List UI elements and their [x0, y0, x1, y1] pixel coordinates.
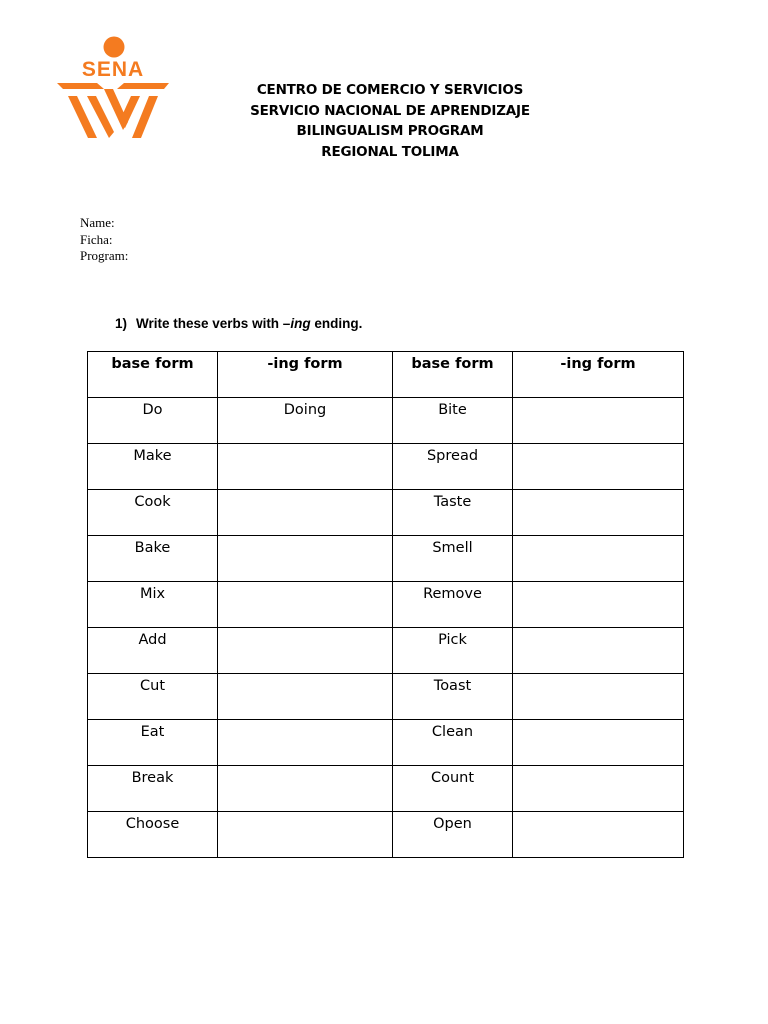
exercise-number: 1) [115, 316, 128, 331]
table-row [88, 444, 684, 490]
ing-form-answer-cell[interactable] [513, 490, 684, 536]
table-row [88, 536, 684, 582]
ing-form-answer-cell[interactable] [218, 582, 393, 628]
sena-logo [57, 36, 170, 140]
ing-form-answer-cell[interactable] [513, 766, 684, 812]
instruction-text-after: ending. [310, 316, 363, 331]
ing-form-answer-cell[interactable] [513, 812, 684, 858]
ing-form-answer-cell[interactable] [218, 628, 393, 674]
base-form-cell: Open [393, 812, 513, 858]
base-form-cell: Remove [393, 582, 513, 628]
base-form-cell: Break [88, 766, 218, 812]
document-header [190, 80, 590, 162]
base-form-cell: Count [393, 766, 513, 812]
base-form-cell: Bake [88, 536, 218, 582]
name-label: Name: [80, 215, 115, 230]
ing-form-answer-cell[interactable] [513, 674, 684, 720]
table-row [88, 812, 684, 858]
column-header-base-form-2: base form [393, 352, 513, 398]
table-row [88, 490, 684, 536]
header-line-service: SERVICIO NACIONAL DE APRENDIZAJE [250, 102, 530, 119]
column-header-ing-form-2: -ing form [513, 352, 684, 398]
base-form-cell: Clean [393, 720, 513, 766]
ing-form-answer-cell[interactable] [218, 720, 393, 766]
instruction-text-italic: ing [290, 316, 311, 331]
base-form-cell: Cook [88, 490, 218, 536]
base-form-cell: Toast [393, 674, 513, 720]
table-row [88, 628, 684, 674]
ing-form-answer-cell[interactable] [513, 536, 684, 582]
base-form-cell: Spread [393, 444, 513, 490]
ing-form-answer-cell[interactable] [513, 444, 684, 490]
base-form-cell: Cut [88, 674, 218, 720]
base-form-cell: Eat [88, 720, 218, 766]
ing-form-answer-cell[interactable] [218, 674, 393, 720]
verbs-table [87, 351, 684, 858]
base-form-cell: Do [88, 398, 218, 444]
header-line-region: REGIONAL TOLIMA [321, 143, 459, 160]
ing-form-answer-cell[interactable] [513, 582, 684, 628]
ficha-label: Ficha: [80, 231, 113, 247]
table-row [88, 766, 684, 812]
table-row [88, 720, 684, 766]
base-form-cell: Add [88, 628, 218, 674]
ing-form-answer-cell[interactable] [218, 490, 393, 536]
table-row [88, 582, 684, 628]
ing-form-answer-cell[interactable] [218, 444, 393, 490]
ing-form-answer-cell[interactable] [218, 536, 393, 582]
ing-form-answer-cell[interactable] [513, 628, 684, 674]
base-form-cell: Smell [393, 536, 513, 582]
header-line-program: BILINGUALISM PROGRAM [296, 123, 484, 139]
exercise-instruction [115, 316, 362, 331]
ing-form-answer-cell[interactable] [513, 398, 684, 444]
base-form-cell: Mix [88, 582, 218, 628]
svg-text:SENA: SENA [81, 58, 145, 81]
header-line-center: CENTRO DE COMERCIO Y SERVICIOS [256, 82, 524, 98]
base-form-cell: Pick [393, 628, 513, 674]
column-header-base-form-1: base form [88, 352, 218, 398]
ing-form-answer-cell[interactable] [513, 720, 684, 766]
column-header-ing-form-1: -ing form [218, 352, 393, 398]
ing-form-answer-cell[interactable] [218, 766, 393, 812]
instruction-text-before: Write these verbs with – [136, 316, 291, 331]
base-form-cell: Make [88, 444, 218, 490]
base-form-cell: Choose [88, 812, 218, 858]
table-row [88, 674, 684, 720]
ing-form-answer-cell[interactable]: Doing [218, 398, 393, 444]
table-header-row [88, 352, 684, 398]
table-row [88, 398, 684, 444]
base-form-cell: Taste [393, 490, 513, 536]
student-info [80, 215, 128, 265]
base-form-cell: Bite [393, 398, 513, 444]
ing-form-answer-cell[interactable] [218, 812, 393, 858]
program-label: Program: [80, 248, 129, 263]
